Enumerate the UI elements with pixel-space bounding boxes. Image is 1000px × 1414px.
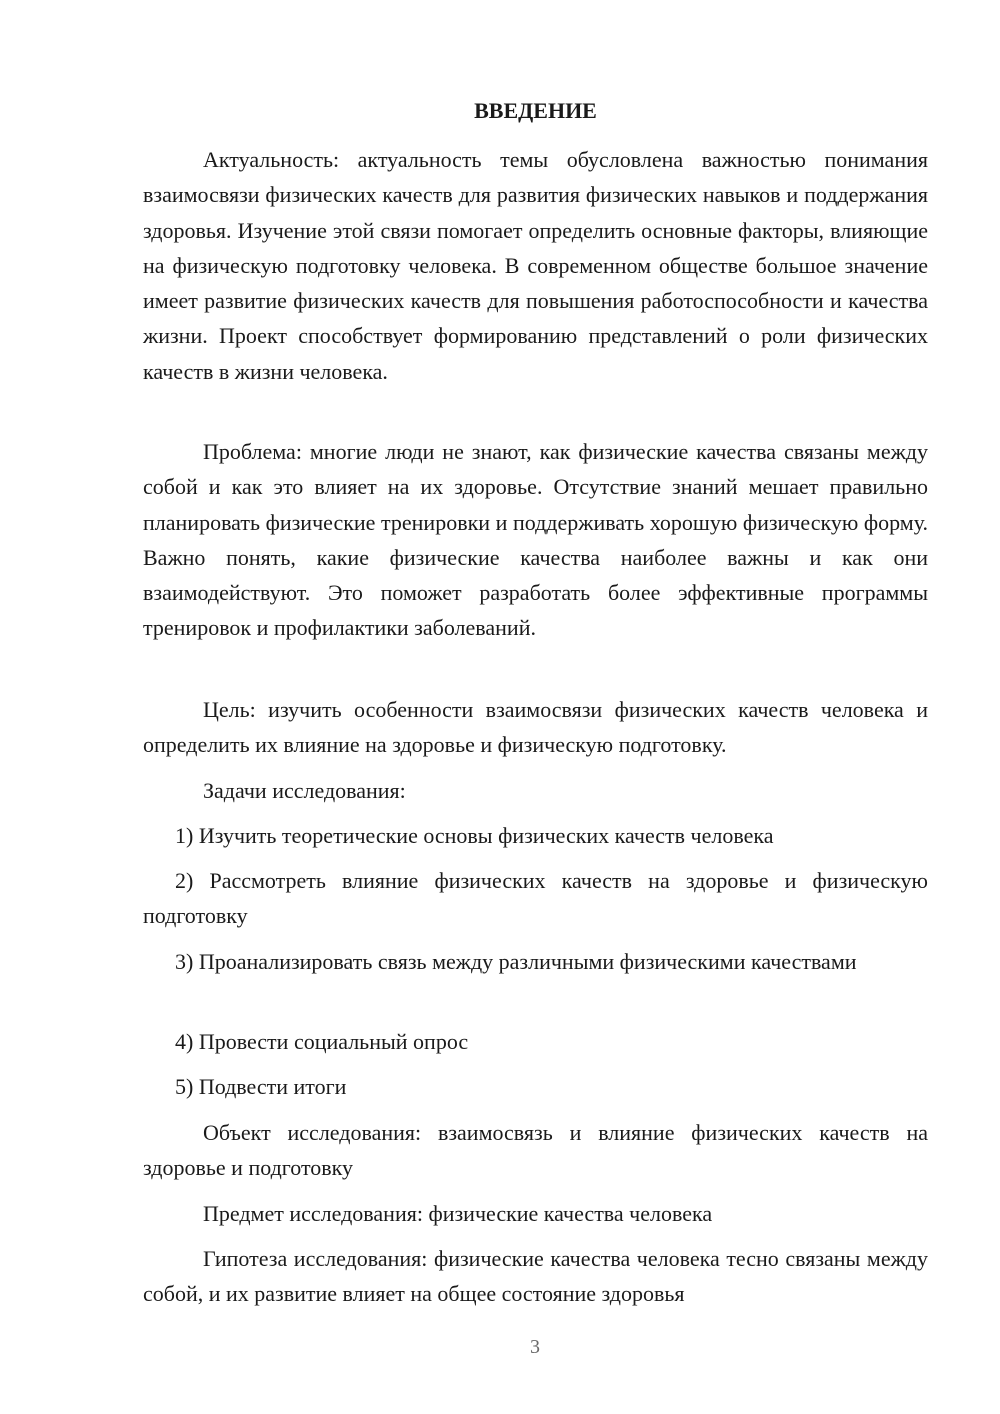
problem-paragraph: Проблема: многие люди не знают, как физические качества связаны между собой и как это влияет на их здоровье. Отсутствие знаний мешает правильно планировать физические тренировки и поддерживать хорошую физическую форму. Важно понять, какие физические качества наиболее важны и как они взаимодействуют. Это поможет разработать более эффективные программы тренировок и профилактики заболеваний. bbox=[143, 439, 928, 641]
task-item: 4) Провести социальный опрос bbox=[175, 1029, 469, 1054]
task-item: 3) Проанализировать связь между различными физическими качествами bbox=[175, 949, 857, 974]
goal-paragraph: Цель: изучить особенности взаимосвязи физических качеств человека и определить их влияние на здоровье и физическую подготовку. bbox=[143, 697, 928, 758]
subject-paragraph: Предмет исследования: физические качества человека bbox=[203, 1201, 713, 1226]
relevance-paragraph: Актуальность: актуальность темы обусловлена важностью понимания взаимосвязи физических качеств для развития физических навыков и поддержания здоровья. Изучение этой связи помогает определить основные факторы, влияющие на физическую подготовку человека. В современном обществе большое значение имеет развитие физических качеств для повышения работоспособности и качества жизни. Проект способствует формированию представлений о роли физических качеств в жизни человека. bbox=[143, 147, 928, 384]
task-item: 1) Изучить теоретические основы физических качеств человека bbox=[175, 823, 774, 848]
task-item: 2) Рассмотреть влияние физических качеств на здоровье и физическую подготовку bbox=[143, 868, 928, 929]
page-number: 3 bbox=[530, 1336, 540, 1358]
task-item: 5) Подвести итоги bbox=[175, 1074, 347, 1099]
tasks-heading: Задачи исследования: bbox=[203, 778, 406, 803]
hypothesis-paragraph: Гипотеза исследования: физические качества человека тесно связаны между собой, и их развитие влияет на общее состояние здоровья bbox=[143, 1246, 928, 1307]
object-paragraph: Объект исследования: взаимосвязь и влияние физических качеств на здоровье и подготовку bbox=[143, 1120, 928, 1181]
page-title: ВВЕДЕНИЕ bbox=[474, 98, 597, 123]
